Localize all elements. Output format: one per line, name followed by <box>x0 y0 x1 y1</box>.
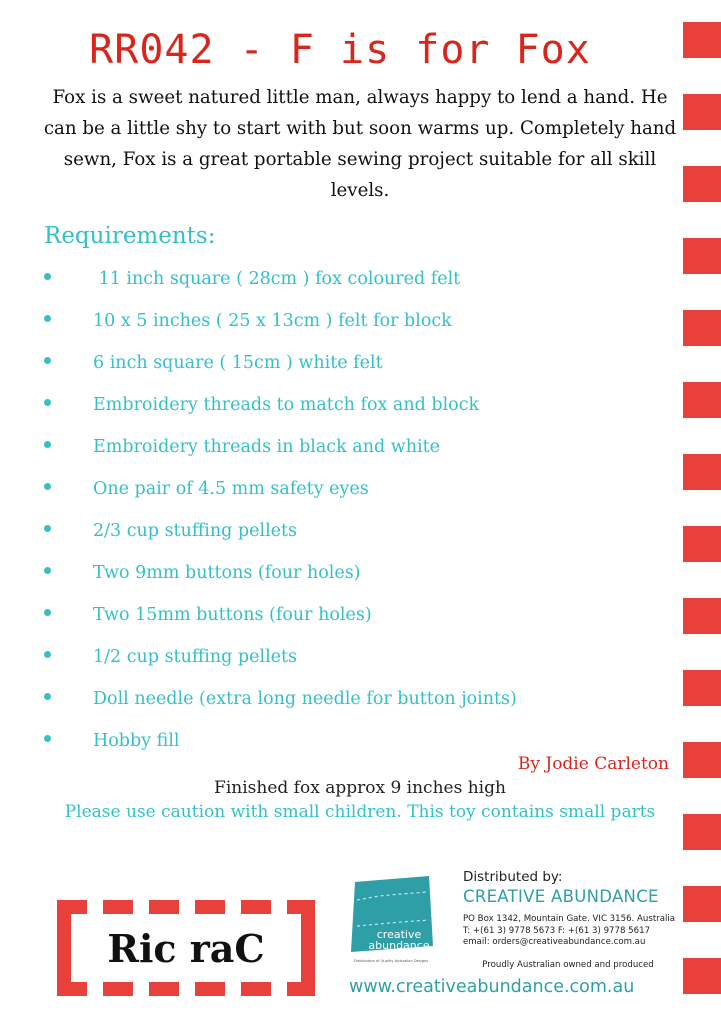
distributor-phone: T: +(61 3) 9778 5673 F: +(61 3) 9778 5617 <box>463 925 651 936</box>
list-item <box>0 517 680 547</box>
list-item-text: 6 inch square ( 15cm ) white felt <box>93 353 383 373</box>
bullet-icon <box>44 483 51 490</box>
author-byline: By Jodie Carleton <box>517 754 669 774</box>
distributor-email: email: orders@creativeabundance.com.au <box>463 937 646 947</box>
list-item <box>0 433 680 463</box>
stripe <box>683 742 721 778</box>
list-item-text: 11 inch square ( 28cm ) fox coloured felt <box>93 269 461 289</box>
stripe <box>683 670 721 706</box>
bullet-icon <box>44 399 51 406</box>
caution-note: Please use caution with small children. This toy contains small parts <box>64 802 656 822</box>
list-item <box>0 475 680 505</box>
stripe <box>683 886 721 922</box>
list-item-text: Two 9mm buttons (four holes) <box>93 563 361 583</box>
distributor-address: PO Box 1342, Mountain Gate. VIC 3156. Australia <box>463 914 676 924</box>
ca-logo-line1: creative <box>376 928 422 941</box>
bullet-icon <box>44 693 51 700</box>
bullet-icon <box>44 441 51 448</box>
stripe-border <box>683 0 721 1024</box>
stripe <box>683 958 721 994</box>
list-item-text: Two 15mm buttons (four holes) <box>93 605 372 625</box>
list-item <box>0 559 680 589</box>
intro-paragraph: Fox is a sweet natured little man, always happy to lend a hand. He can be a little shy to start with but soon warms up. Completely hand sewn, Fox is a great portable sewing project suitable for all skill levels. <box>43 87 677 201</box>
stripe <box>683 814 721 850</box>
creative-abundance-logo <box>349 876 433 966</box>
stripe <box>683 526 721 562</box>
bullet-icon <box>44 735 51 742</box>
bullet-icon <box>44 525 51 532</box>
list-item-text: 2/3 cup stuffing pellets <box>93 521 298 541</box>
bullet-icon <box>44 651 51 658</box>
bullet-icon <box>44 357 51 364</box>
list-item <box>0 265 680 295</box>
requirements-heading: Requirements: <box>44 223 216 249</box>
ricrac-logo-text: Ric raC <box>107 926 265 971</box>
page-title: RR042 - F is for Fox <box>89 27 591 73</box>
list-item-text: Embroidery threads in black and white <box>93 437 440 457</box>
website-link[interactable]: www.creativeabundance.com.au <box>349 977 635 997</box>
stripe <box>683 382 721 418</box>
bullet-icon <box>44 273 51 280</box>
list-item <box>0 685 680 715</box>
bullet-icon <box>44 609 51 616</box>
list-item <box>0 601 680 631</box>
list-item-text: Doll needle (extra long needle for button joints) <box>93 689 517 709</box>
list-item-text: 1/2 cup stuffing pellets <box>93 647 298 667</box>
bullet-icon <box>44 567 51 574</box>
list-item <box>0 307 680 337</box>
list-item-text: One pair of 4.5 mm safety eyes <box>93 479 369 499</box>
ca-logo-tagline: Distributors of Quality Australian Designs <box>353 959 429 963</box>
distributor-proud-note: Proudly Australian owned and produced <box>482 959 654 970</box>
list-item-text: 10 x 5 inches ( 25 x 13cm ) felt for block <box>93 311 452 331</box>
stripe <box>683 598 721 634</box>
stripe <box>683 22 721 58</box>
distributor-block <box>463 868 683 971</box>
distributor-name: CREATIVE ABUNDANCE <box>463 887 659 906</box>
list-item-text: Embroidery threads to match fox and block <box>93 395 480 415</box>
stripe <box>683 454 721 490</box>
list-item <box>0 391 680 421</box>
list-item <box>0 349 680 379</box>
list-item <box>0 643 680 673</box>
finished-size-note: Finished fox approx 9 inches high <box>214 778 506 798</box>
ca-logo-line2: abundance <box>368 939 430 952</box>
bullet-icon <box>44 315 51 322</box>
ricrac-logo <box>57 900 315 996</box>
list-item-text: Hobby fill <box>93 731 180 751</box>
stripe <box>683 238 721 274</box>
stripe <box>683 166 721 202</box>
stripe <box>683 310 721 346</box>
distributor-label: Distributed by: <box>463 869 563 885</box>
stripe <box>683 94 721 130</box>
